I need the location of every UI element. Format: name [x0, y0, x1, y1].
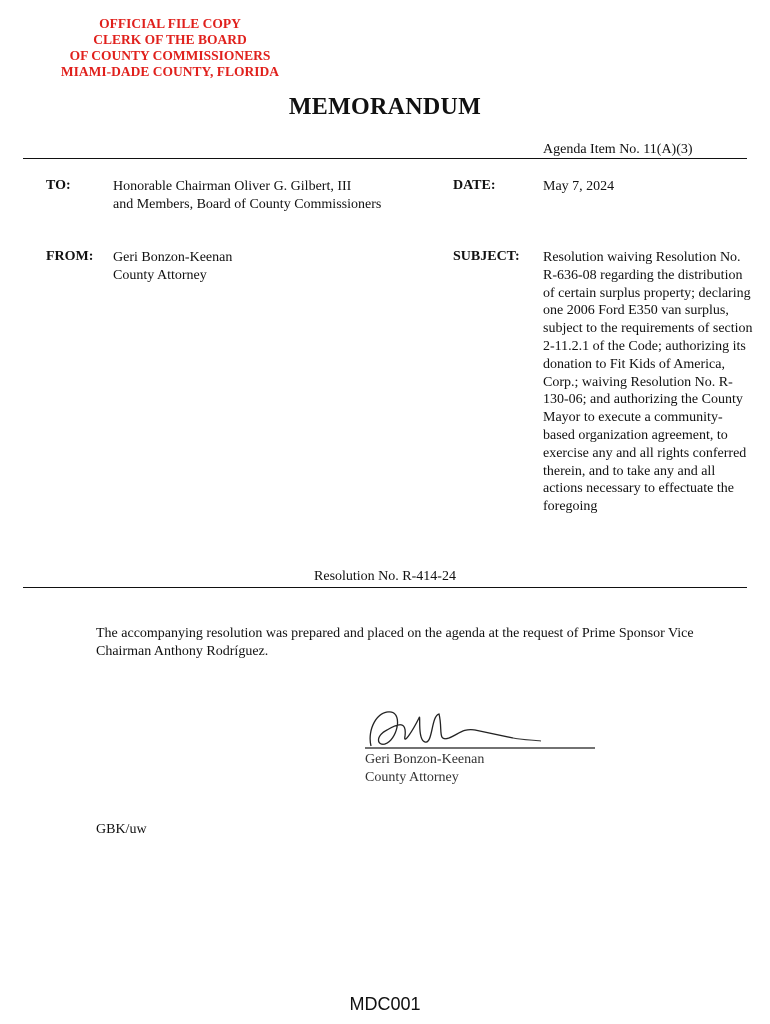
header-top-rule: [23, 158, 747, 159]
date-label: DATE:: [453, 178, 496, 193]
from-line-2: County Attorney: [113, 267, 207, 283]
official-file-copy-stamp: [20, 16, 320, 80]
agenda-item-number: Agenda Item No. 11(A)(3): [543, 142, 693, 157]
subject-label: SUBJECT:: [453, 249, 520, 264]
from-sender: [113, 249, 232, 285]
signatory-name: Geri Bonzon-Keenan: [365, 752, 485, 767]
signatory-title: County Attorney: [365, 769, 459, 785]
resolution-number: Resolution No. R-414-24: [314, 569, 456, 584]
stamp-line-3: OF COUNTY COMMISSIONERS: [69, 48, 271, 63]
from-line-1: Geri Bonzon-Keenan: [113, 250, 233, 265]
stamp-line-2: CLERK OF THE BOARD: [93, 32, 247, 47]
date-value: May 7, 2024: [543, 179, 615, 194]
from-label: FROM:: [46, 249, 94, 264]
stamp-line-1: OFFICIAL FILE COPY: [99, 16, 241, 31]
typist-initials: GBK/uw: [96, 822, 147, 837]
signatory: [365, 751, 484, 787]
to-label: TO:: [46, 178, 71, 193]
stamp-line-4: MIAMI-DADE COUNTY, FLORIDA: [60, 64, 280, 79]
memorandum-title: MEMORANDUM: [288, 94, 482, 120]
document-code: MDC001: [349, 994, 421, 1014]
memo-body: The accompanying resolution was prepared and placed on the agenda at the request of Prime Sponsor Vice Chairman Anthony Rodríguez.: [96, 626, 694, 659]
header-bottom-rule: [23, 587, 747, 588]
subject-text: Resolution waiving Resolution No. R-636-08 regarding the distribution of certain surplus property; declaring one 2006 Ford E350 van surplus, subject to the requirements of section 2-11.2.1 of the Code; authorizing its donation to Fit Kids of America, Corp.; waiving Resolution No. R-130-06; and authorizing the County Mayor to execute a community-based organization agreement, to exercise any and all rights conferred therein, and to take any and all actions necessary to effectuate the foregoing: [543, 250, 753, 515]
to-recipients: [113, 178, 381, 214]
to-line-2: and Members, Board of County Commissioners: [113, 196, 382, 212]
to-line-1: Honorable Chairman Oliver G. Gilbert, III: [113, 179, 352, 194]
